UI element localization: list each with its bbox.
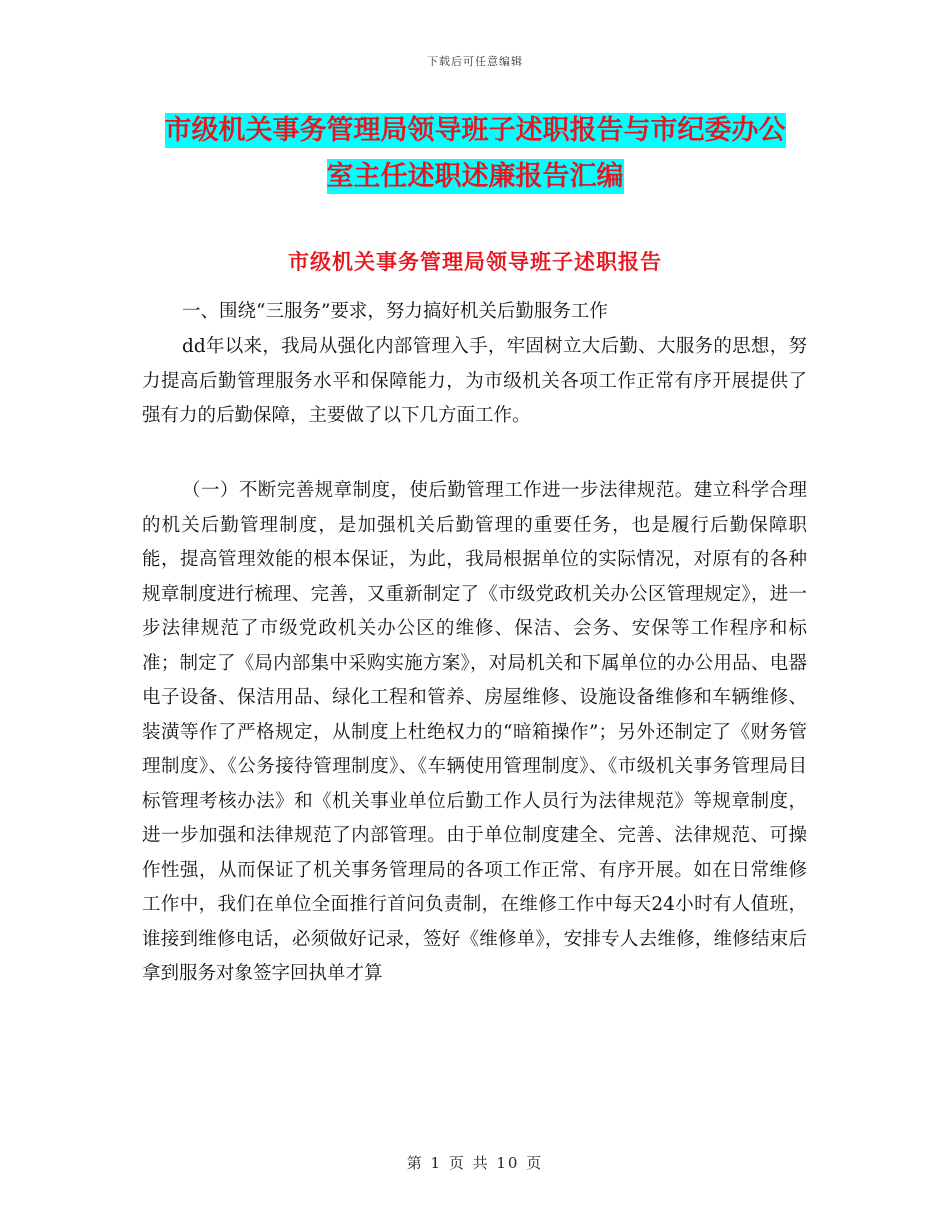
paragraph-intro: dd年以来，我局从强化内部管理入手，牢固树立大后勤、大服务的思想，努力提高后勤管理服务水平和保障能力，为市级机关各项工作正常有序开展提供了强有力的后勤保障，主要做了以下几方面工作。: [142, 336, 807, 426]
section-title: 市级机关事务管理局领导班子述职报告: [288, 249, 662, 274]
paragraph-heading: 一、围绕“三服务”要求，努力搞好机关后勤服务工作: [182, 301, 608, 322]
document-title: [140, 108, 810, 200]
document-title-line-2: 室主任述职述廉报告汇编: [326, 161, 624, 192]
page-number-footer: 第 1 页 共 10 页: [406, 1154, 544, 1172]
page-header-note: 下载后可任意编辑: [427, 55, 523, 68]
document-title-line-1: 市级机关事务管理局领导班子述职报告与市纪委办公: [164, 115, 786, 146]
paragraph-regulations: （一）不断完善规章制度，使后勤管理工作进一步法律规范。建立科学合理的机关后勤管理制度，是加强机关后勤管理的重要任务，也是履行后勤保障职能，提高管理效能的根本保证，为此，我局根据单位的实际情况，对原有的各种规章制度进行梳理、完善，又重新制定了《市级党政机关办公区管理规定》，进一步法律规范了市级党政机关办公区的维修、保洁、会务、安保等工作程序和标准；制定了《局内部集中采购实施方案》，对局机关和下属单位的办公用品、电器电子设备、保洁用品、绿化工程和管养、房屋维修、设施设备维修和车辆维修、装潢等作了严格规定，从制度上杜绝权力的“暗箱操作”；另外还制定了《财务管理制度》、《公务接待管理制度》、《车辆使用管理制度》、《市级机关事务管理局目标管理考核办法》和《机关事业单位后勤工作人员行为法律规范》等规章制度，进一步加强和法律规范了内部管理。由于单位制度建全、完善、法律规范、可操作性强，从而保证了机关事务管理局的各项工作正常、有序开展。如在日常维修工作中，我们在单位全面推行首问负责制，在维修工作中每天24小时有人值班，谁接到维修电话，必须做好记录，签好《维修单》，安排专人去维修，维修结束后拿到服务对象签字回执单才算: [142, 480, 807, 984]
